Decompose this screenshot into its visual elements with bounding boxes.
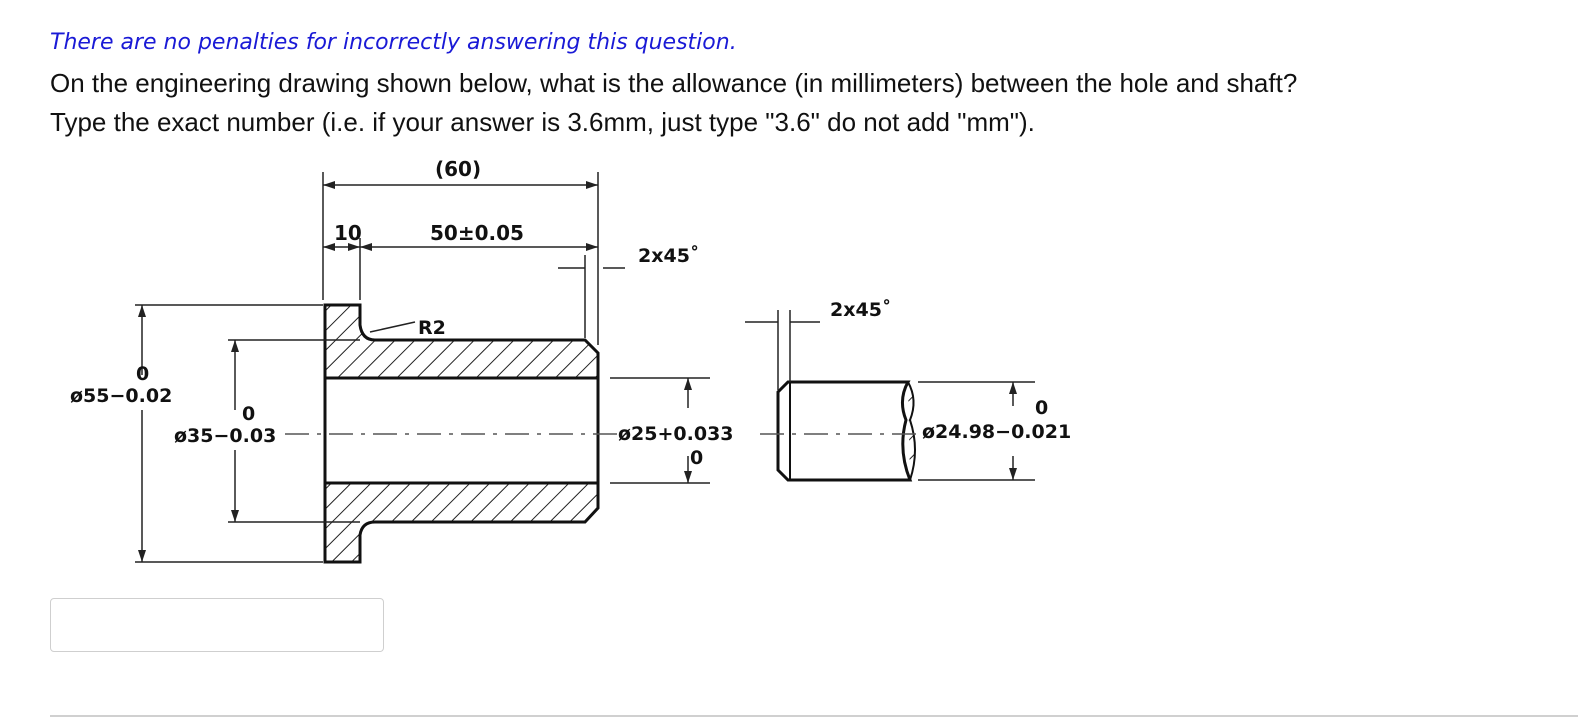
engineering-drawing bbox=[50, 150, 1130, 570]
upper-flange bbox=[325, 305, 598, 378]
shaft-part bbox=[760, 382, 930, 480]
question-line-2: Type the exact number (i.e. if your answer is 3.6mm, just type "3.6" do not add "mm"). bbox=[50, 107, 1035, 137]
shaft-diameter-label: ø24.98−0.021 bbox=[922, 421, 1072, 443]
answer-input[interactable] bbox=[50, 598, 384, 652]
engineering-drawing-svg bbox=[50, 150, 1130, 570]
hole-diameter-label: ø25+0.033 bbox=[618, 423, 734, 445]
flange-width-label: 10 bbox=[334, 221, 362, 245]
lower-flange bbox=[325, 483, 598, 562]
outer-diameter-label: ø55−0.02 bbox=[70, 385, 173, 407]
fillet-radius-label: R2 bbox=[418, 317, 446, 339]
shaft-chamfer-label: 2x45˚ bbox=[830, 299, 892, 321]
overall-length-label: (60) bbox=[435, 157, 482, 181]
inner-body-upper: 0 bbox=[242, 403, 256, 425]
shaft-upper-tolerance: 0 bbox=[1035, 397, 1049, 419]
outer-diameter-upper: 0 bbox=[136, 363, 150, 385]
bottom-divider bbox=[50, 715, 1578, 717]
hole-chamfer-label: 2x45˚ bbox=[638, 245, 700, 267]
bushing-part bbox=[285, 305, 640, 562]
question-line-1: On the engineering drawing shown below, what is the allowance (in millimeters) between the hole and shaft? bbox=[50, 68, 1298, 98]
no-penalty-note: There are no penalties for incorrectly answering this question. bbox=[50, 30, 737, 55]
question-text bbox=[50, 64, 1530, 142]
inner-body-diameter-label: ø35−0.03 bbox=[174, 425, 277, 447]
body-length-label: 50±0.05 bbox=[430, 221, 524, 245]
hole-lower-tolerance: 0 bbox=[690, 447, 704, 469]
